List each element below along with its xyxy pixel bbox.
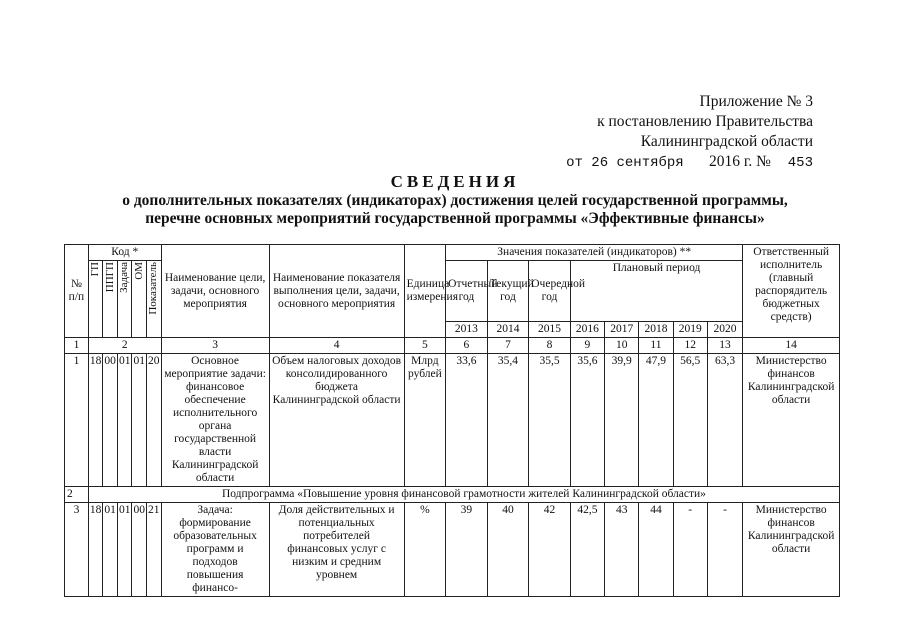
row-name: Задача: формирование образовательных программ и подходов повышения финансо- [161,503,269,597]
value-cell: 63,3 [707,354,742,487]
col-number: 9 [570,338,604,354]
col-number: 3 [161,338,269,354]
header-code-ppgp: ППГП [103,261,118,338]
header-code-task: Задача [117,261,132,338]
code-task: 01 [117,503,132,597]
value-cell: 39,9 [605,354,639,487]
appendix-region: Калининградской области [640,133,813,150]
indicators-table [64,244,840,597]
header-row-1 [65,245,840,261]
col-number: 7 [487,338,529,354]
value-cell: 39 [446,503,488,597]
value-cell: 47,9 [639,354,673,487]
value-cell: 42,5 [570,503,604,597]
year-cell: 2015 [529,322,571,338]
value-cell: - [673,503,707,597]
year-cell: 2017 [605,322,639,338]
col-number: 13 [707,338,742,354]
appendix-number: 453 [787,155,813,171]
title-line-2: о дополнительных показателях (индикаторах) достижения целей государственной программы, [122,192,788,209]
code-task: 01 [117,354,132,487]
row-unit: Млрд рублей [404,354,446,487]
header-name: Наименование цели, задачи, основного мероприятия [161,245,269,338]
year-cell: 2013 [446,322,488,338]
header-code-indicator: Показатель [147,261,162,338]
header-code-gp: ГП [88,261,103,338]
code-om: 00 [132,503,147,597]
header-next-year: Очередной год [529,261,571,322]
header-values: Значения показателей (индикаторов) ** [446,245,743,261]
value-cell: 42 [529,503,571,597]
table-row-subprogram [65,487,840,503]
code-ppgp: 00 [103,354,118,487]
header-current-year: Текущий год [487,261,529,322]
row-responsible: Министерство финансов Калининградской области [743,503,840,597]
appendix-title: Приложение № 3 [699,93,813,110]
col-number: 5 [404,338,446,354]
header-unit: Единица измерения [404,245,446,338]
code-gp: 18 [88,354,103,487]
row-num: 3 [65,503,89,597]
value-cell: 43 [605,503,639,597]
header-num: № п/п [65,245,89,338]
row-indicator: Доля действительных и потенциальных потребителей финансовых услуг с низким и средним уровнем [269,503,404,597]
value-cell: 35,6 [570,354,604,487]
title-main: СВЕДЕНИЯ [390,172,520,191]
title-line-3: перечне основных мероприятий государственной программы «Эффективные финансы» [145,210,765,227]
row-name: Основное мероприятие задачи: финансовое обеспечение исполнительного органа государственной власти Калининградской области [161,354,269,487]
appendix-date-line [566,152,813,173]
value-cell: 33,6 [446,354,488,487]
value-cell: - [707,503,742,597]
row-num: 1 [65,354,89,487]
column-number-row [65,338,840,354]
row-responsible: Министерство финансов Калининградской области [743,354,840,487]
appendix-date: от 26 сентября [566,155,684,171]
code-om: 01 [132,354,147,487]
col-number: 11 [639,338,673,354]
code-indicator: 20 [147,354,162,487]
code-gp: 18 [88,503,103,597]
header-code: Код * [88,245,161,261]
col-number: 12 [673,338,707,354]
appendix-block [566,92,813,173]
header-report-year: Отчетный год [446,261,488,322]
year-cell: 2014 [487,322,529,338]
value-cell: 35,4 [487,354,529,487]
col-number: 6 [446,338,488,354]
header-code-om: ОМ [132,261,147,338]
year-cell: 2016 [570,322,604,338]
col-number: 4 [269,338,404,354]
row-unit: % [404,503,446,597]
code-ppgp: 01 [103,503,118,597]
value-cell: 40 [487,503,529,597]
header-plan-period: Плановый период [570,261,742,322]
header-indicator: Наименование показателя выполнения цели, задачи, основного мероприятия [269,245,404,338]
year-cell: 2020 [707,322,742,338]
table-row [65,503,840,597]
table-row [65,354,840,487]
year-cell: 2019 [673,322,707,338]
row-num: 2 [65,487,89,503]
col-number: 2 [88,338,161,354]
col-number: 1 [65,338,89,354]
value-cell: 56,5 [673,354,707,487]
col-number: 10 [605,338,639,354]
appendix-year: 2016 г. № [708,153,771,170]
subprogram-title: Подпрограмма «Повышение уровня финансовой грамотности жителей Калининградской области» [88,487,839,503]
header-responsible: Ответственный исполнитель (главный распорядитель бюджетных средств) [743,245,840,338]
value-cell: 44 [639,503,673,597]
value-cell: 35,5 [529,354,571,487]
appendix-decree: к постановлению Правительства [597,113,813,130]
row-indicator: Объем налоговых доходов консолидированного бюджета Калининградской области [269,354,404,487]
year-cell: 2018 [639,322,673,338]
document-title [60,172,850,228]
code-indicator: 21 [147,503,162,597]
col-number: 8 [529,338,571,354]
col-number: 14 [743,338,840,354]
